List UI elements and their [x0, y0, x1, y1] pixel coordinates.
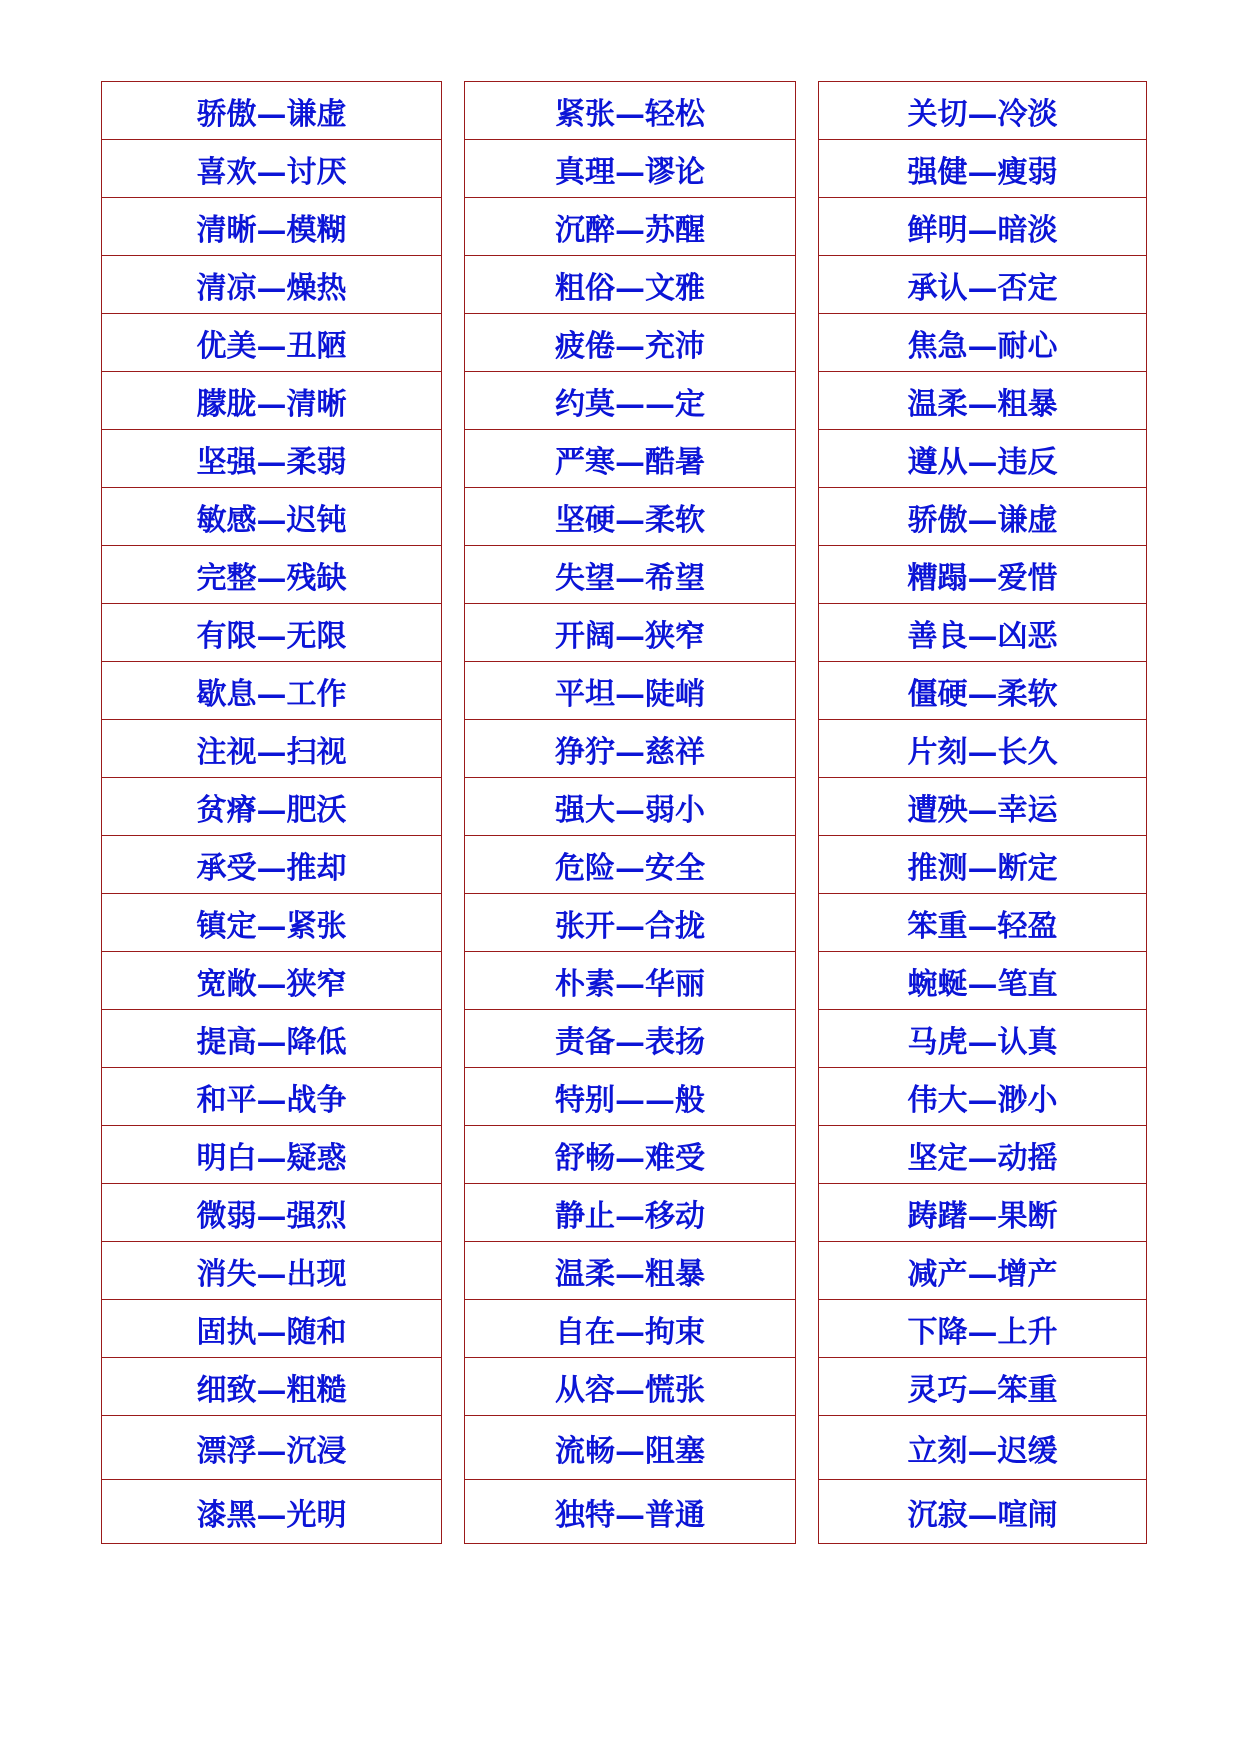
antonym-pair-cell: 舒畅—难受 — [465, 1126, 796, 1184]
antonym-pair-cell: 善良—凶恶 — [819, 604, 1147, 662]
column-gap — [796, 952, 819, 1010]
antonym-pair-cell: 危险—安全 — [465, 836, 796, 894]
antonym-pair-cell: 紧张—轻松 — [465, 82, 796, 140]
column-gap — [796, 1068, 819, 1126]
antonym-pair-cell: 固执—随和 — [102, 1300, 442, 1358]
column-gap — [442, 1416, 465, 1480]
table-row — [102, 894, 1147, 952]
table-row — [102, 1126, 1147, 1184]
antonym-pair-cell: 严寒—酷暑 — [465, 430, 796, 488]
antonym-pair-cell: 强大—弱小 — [465, 778, 796, 836]
antonym-pair-cell: 镇定—紧张 — [102, 894, 442, 952]
antonym-pair-cell: 僵硬—柔软 — [819, 662, 1147, 720]
column-gap — [796, 1126, 819, 1184]
column-gap — [442, 430, 465, 488]
column-gap — [442, 488, 465, 546]
antonym-pair-cell: 粗俗—文雅 — [465, 256, 796, 314]
antonym-pair-cell: 朴素—华丽 — [465, 952, 796, 1010]
column-gap — [442, 1358, 465, 1416]
column-gap — [796, 256, 819, 314]
column-gap — [442, 952, 465, 1010]
antonym-pair-cell: 完整—残缺 — [102, 546, 442, 604]
antonym-pair-cell: 约莫——定 — [465, 372, 796, 430]
antonym-pair-cell: 有限—无限 — [102, 604, 442, 662]
antonym-pair-cell: 喜欢—讨厌 — [102, 140, 442, 198]
antonym-pair-cell: 伟大—渺小 — [819, 1068, 1147, 1126]
table-row — [102, 430, 1147, 488]
table-row — [102, 662, 1147, 720]
antonym-pair-cell: 歇息—工作 — [102, 662, 442, 720]
table-row — [102, 372, 1147, 430]
column-gap — [796, 140, 819, 198]
table-row — [102, 198, 1147, 256]
antonym-pair-cell: 漆黑—光明 — [102, 1480, 442, 1544]
table-row — [102, 140, 1147, 198]
column-gap — [796, 604, 819, 662]
column-gap — [442, 1184, 465, 1242]
antonym-pair-cell: 清晰—模糊 — [102, 198, 442, 256]
antonym-pair-cell: 温柔—粗暴 — [819, 372, 1147, 430]
antonym-pair-cell: 笨重—轻盈 — [819, 894, 1147, 952]
column-gap — [796, 488, 819, 546]
antonym-pair-cell: 减产—增产 — [819, 1242, 1147, 1300]
table-row — [102, 1242, 1147, 1300]
column-gap — [442, 1300, 465, 1358]
column-gap — [442, 662, 465, 720]
antonym-pair-cell: 独特—普通 — [465, 1480, 796, 1544]
antonym-pair-cell: 坚强—柔弱 — [102, 430, 442, 488]
antonym-pair-cell: 坚硬—柔软 — [465, 488, 796, 546]
column-gap — [442, 1126, 465, 1184]
antonym-pair-cell: 流畅—阻塞 — [465, 1416, 796, 1480]
antonym-pair-cell: 漂浮—沉浸 — [102, 1416, 442, 1480]
column-gap — [796, 894, 819, 952]
antonym-pair-cell: 推测—断定 — [819, 836, 1147, 894]
antonym-pair-cell: 注视—扫视 — [102, 720, 442, 778]
antonym-pair-cell: 提高—降低 — [102, 1010, 442, 1068]
column-gap — [442, 82, 465, 140]
antonym-pair-cell: 遵从—违反 — [819, 430, 1147, 488]
column-gap — [442, 778, 465, 836]
antonym-pair-cell: 遭殃—幸运 — [819, 778, 1147, 836]
table-row — [102, 836, 1147, 894]
antonym-pair-cell: 疲倦—充沛 — [465, 314, 796, 372]
antonym-pair-cell: 特别——般 — [465, 1068, 796, 1126]
antonym-pair-cell: 消失—出现 — [102, 1242, 442, 1300]
antonym-pair-cell: 自在—拘束 — [465, 1300, 796, 1358]
column-gap — [442, 894, 465, 952]
table-row — [102, 1068, 1147, 1126]
antonym-pair-cell: 微弱—强烈 — [102, 1184, 442, 1242]
column-gap — [442, 1480, 465, 1544]
column-gap — [796, 1300, 819, 1358]
antonym-pair-cell: 灵巧—笨重 — [819, 1358, 1147, 1416]
column-gap — [442, 1010, 465, 1068]
table-row — [102, 1184, 1147, 1242]
antonym-pair-cell: 坚定—动摇 — [819, 1126, 1147, 1184]
column-gap — [442, 604, 465, 662]
table-row — [102, 546, 1147, 604]
antonym-pair-cell: 责备—表扬 — [465, 1010, 796, 1068]
column-gap — [442, 372, 465, 430]
antonym-pair-cell: 明白—疑惑 — [102, 1126, 442, 1184]
column-gap — [442, 198, 465, 256]
antonym-table — [101, 81, 1147, 1544]
column-gap — [442, 1068, 465, 1126]
column-gap — [796, 1242, 819, 1300]
column-gap — [796, 430, 819, 488]
column-gap — [796, 1010, 819, 1068]
column-gap — [796, 836, 819, 894]
column-gap — [796, 1358, 819, 1416]
antonym-pair-cell: 承认—否定 — [819, 256, 1147, 314]
column-gap — [442, 256, 465, 314]
antonym-pair-cell: 沉醉—苏醒 — [465, 198, 796, 256]
column-gap — [796, 1184, 819, 1242]
column-gap — [796, 720, 819, 778]
antonym-pair-cell: 温柔—粗暴 — [465, 1242, 796, 1300]
column-gap — [796, 314, 819, 372]
antonym-pair-cell: 沉寂—喧闹 — [819, 1480, 1147, 1544]
antonym-pair-cell: 宽敞—狭窄 — [102, 952, 442, 1010]
antonym-pair-cell: 真理—谬论 — [465, 140, 796, 198]
antonym-pair-cell: 清凉—燥热 — [102, 256, 442, 314]
table-row — [102, 82, 1147, 140]
antonym-pair-cell: 立刻—迟缓 — [819, 1416, 1147, 1480]
antonym-pair-cell: 敏感—迟钝 — [102, 488, 442, 546]
column-gap — [442, 314, 465, 372]
column-gap — [796, 1480, 819, 1544]
antonym-pair-cell: 承受—推却 — [102, 836, 442, 894]
table-row — [102, 952, 1147, 1010]
table-row — [102, 1300, 1147, 1358]
antonym-pair-cell: 张开—合拢 — [465, 894, 796, 952]
antonym-pair-cell: 从容—慌张 — [465, 1358, 796, 1416]
table-row — [102, 604, 1147, 662]
antonym-rows — [102, 82, 1147, 1544]
antonym-pair-cell: 焦急—耐心 — [819, 314, 1147, 372]
column-gap — [796, 1416, 819, 1480]
antonym-pair-cell: 糟蹋—爱惜 — [819, 546, 1147, 604]
antonym-pair-cell: 贫瘠—肥沃 — [102, 778, 442, 836]
table-row — [102, 1480, 1147, 1544]
antonym-pair-cell: 关切—冷淡 — [819, 82, 1147, 140]
table-row — [102, 1010, 1147, 1068]
antonym-pair-cell: 踌躇—果断 — [819, 1184, 1147, 1242]
antonym-pair-cell: 片刻—长久 — [819, 720, 1147, 778]
antonym-pair-cell: 和平—战争 — [102, 1068, 442, 1126]
column-gap — [442, 1242, 465, 1300]
table-row — [102, 778, 1147, 836]
antonym-pair-cell: 平坦—陡峭 — [465, 662, 796, 720]
antonym-pair-cell: 狰狞—慈祥 — [465, 720, 796, 778]
antonym-pair-cell: 马虎—认真 — [819, 1010, 1147, 1068]
antonym-pair-cell: 开阔—狭窄 — [465, 604, 796, 662]
antonym-pair-cell: 鲜明—暗淡 — [819, 198, 1147, 256]
column-gap — [442, 546, 465, 604]
antonym-pair-cell: 蜿蜒—笔直 — [819, 952, 1147, 1010]
antonym-pair-cell: 失望—希望 — [465, 546, 796, 604]
column-gap — [796, 662, 819, 720]
column-gap — [796, 372, 819, 430]
table-row — [102, 1416, 1147, 1480]
column-gap — [796, 778, 819, 836]
column-gap — [442, 836, 465, 894]
table-row — [102, 1358, 1147, 1416]
antonym-pair-cell: 优美—丑陋 — [102, 314, 442, 372]
antonym-pair-cell: 强健—瘦弱 — [819, 140, 1147, 198]
column-gap — [796, 546, 819, 604]
antonym-pair-cell: 静止—移动 — [465, 1184, 796, 1242]
antonym-pair-cell: 骄傲—谦虚 — [102, 82, 442, 140]
antonym-pair-cell: 细致—粗糙 — [102, 1358, 442, 1416]
table-row — [102, 256, 1147, 314]
column-gap — [796, 198, 819, 256]
antonym-pair-cell: 骄傲—谦虚 — [819, 488, 1147, 546]
column-gap — [796, 82, 819, 140]
column-gap — [442, 140, 465, 198]
antonym-pair-cell: 下降—上升 — [819, 1300, 1147, 1358]
table-row — [102, 720, 1147, 778]
antonym-pair-cell: 朦胧—清晰 — [102, 372, 442, 430]
table-row — [102, 314, 1147, 372]
column-gap — [442, 720, 465, 778]
table-row — [102, 488, 1147, 546]
